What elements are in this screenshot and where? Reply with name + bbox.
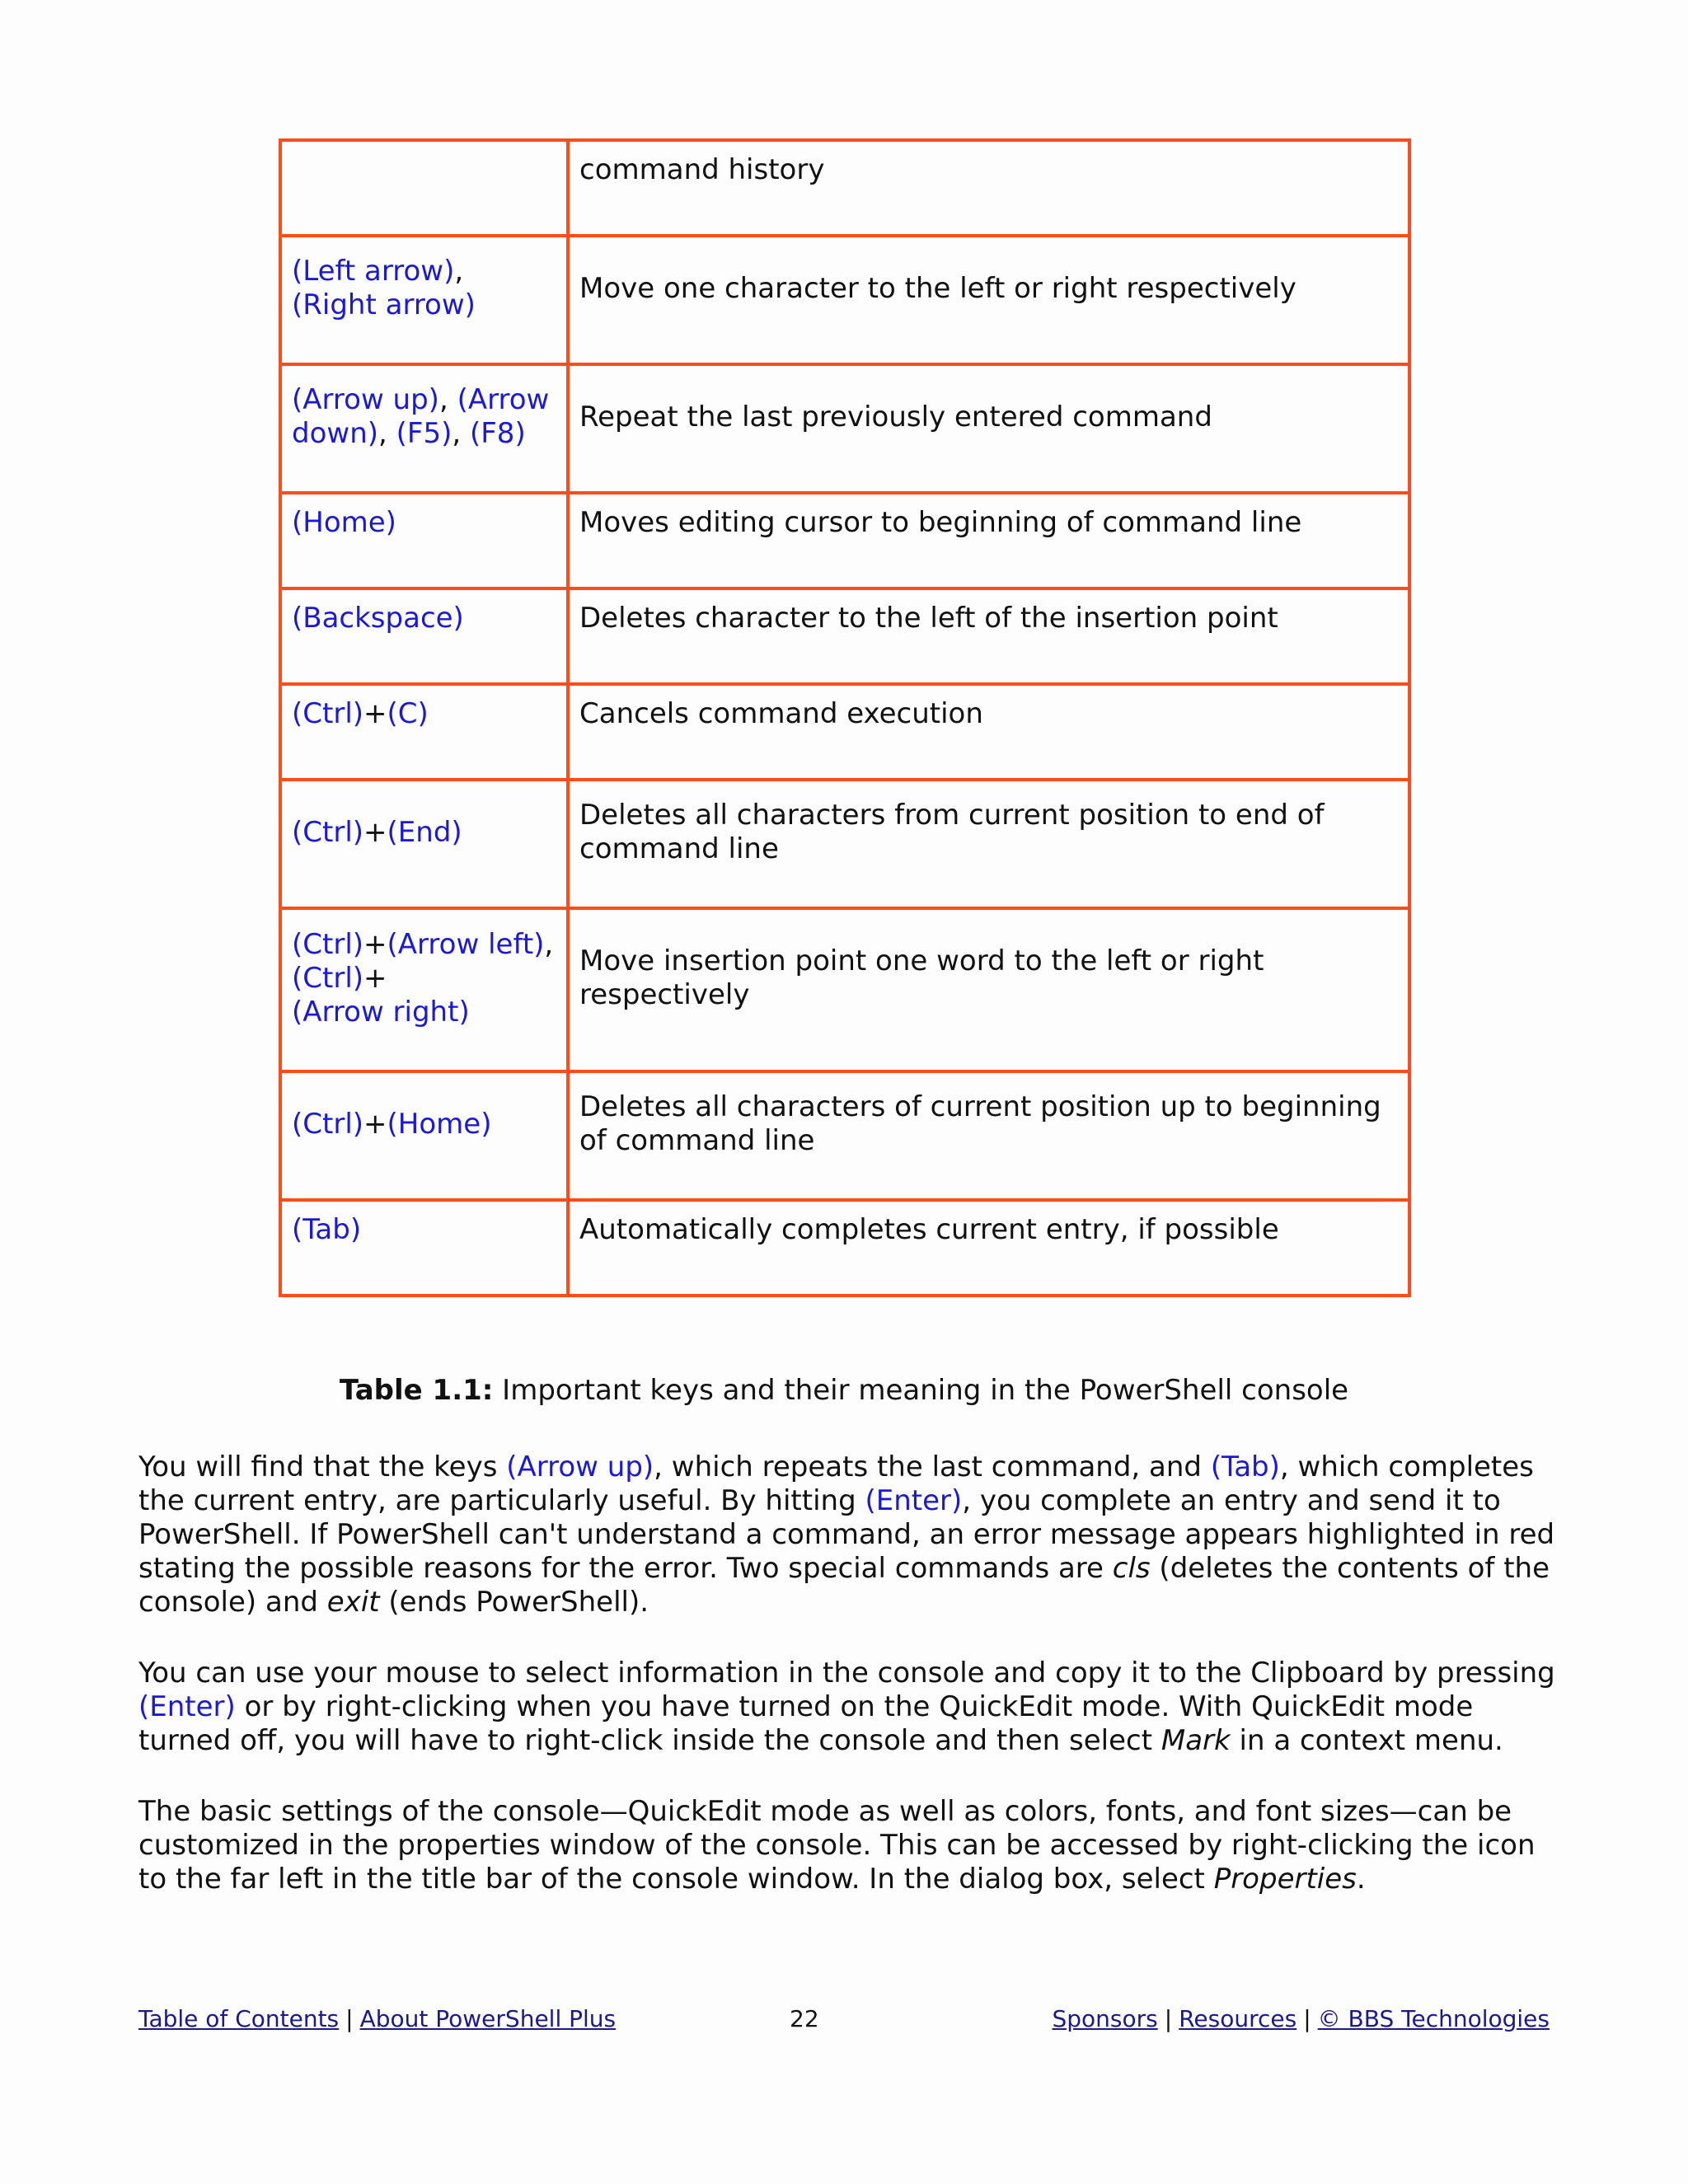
key-cell: (Ctrl)+(End): [280, 780, 568, 908]
desc-cell: command history: [568, 140, 1409, 236]
key-cell: [280, 493, 568, 588]
key-cell: (Left arrow), (Right arrow): [280, 236, 568, 364]
key-label: (Left arrow): [292, 255, 455, 288]
key-label: (Arrow right): [292, 995, 470, 1029]
key-label: (Ctrl): [292, 961, 364, 995]
table-row: [280, 364, 1409, 493]
about-powershell-plus-link[interactable]: About PowerShell Plus: [359, 2005, 617, 2032]
paragraph: You will find that the keys (Arrow up), which repeats the last command, and (Tab), which completes the current entry, are particularly useful. By hitting (Enter), you complete an entry and send it to PowerShell. If PowerShell can't understand a command, an error message appears highlighted in red stating the possible reasons for the error. Two special commands are cls (deletes the contents of the console) and exit (ends PowerShell).: [138, 1451, 1555, 1619]
table-of-contents-link[interactable]: Table of Contents: [138, 2005, 340, 2032]
key-reference: (Tab): [1210, 1451, 1280, 1483]
key-label: (Tab): [292, 1213, 362, 1246]
page-footer: [138, 2004, 1550, 2037]
command-name: exit: [326, 1586, 380, 1619]
key-label: (Arrow left): [387, 927, 545, 961]
table-row: [280, 588, 1409, 684]
table-row: [280, 1071, 1409, 1200]
desc-cell: Repeat the last previously entered command: [568, 364, 1409, 493]
desc-cell: Deletes all characters from current position to end of command line: [568, 780, 1409, 908]
footer-left-links: Table of Contents | About PowerShell Plus: [138, 2005, 617, 2032]
table-row: [280, 1200, 1409, 1296]
desc-cell: Deletes all characters of current position up to beginning of command line: [568, 1071, 1409, 1200]
key-label: (End): [387, 815, 462, 849]
page-number: 22: [790, 2005, 819, 2032]
key-cell: [280, 140, 568, 236]
key-label: (Ctrl): [292, 1107, 364, 1141]
caption-text: Important keys and their meaning in the PowerShell console: [493, 1374, 1349, 1407]
paragraph: The basic settings of the console—QuickEdit mode as well as colors, fonts, and font sizes—can be customized in the properties window of the console. This can be accessed by right-clicking the icon to the far left in the title bar of the console window. In the dialog box, select Properties.: [138, 1795, 1536, 1896]
key-cell: (Arrow up), (Arrow down), (F5), (F8): [280, 364, 568, 493]
table-row: [280, 780, 1409, 908]
key-label: (Ctrl): [292, 927, 364, 961]
desc-cell: Deletes character to the left of the insertion point: [568, 588, 1409, 684]
desc-cell: Moves editing cursor to beginning of command line: [568, 493, 1409, 588]
key-cell: [280, 1200, 568, 1296]
key-label: (Arrow up): [292, 383, 439, 416]
table-row: [280, 684, 1409, 780]
key-cell: (Ctrl)+(C): [280, 684, 568, 780]
desc-cell: Cancels command execution: [568, 684, 1409, 780]
footer-right-links: Sponsors | Resources | © BBS Technologies: [1052, 2005, 1550, 2032]
resources-link[interactable]: Resources: [1179, 2005, 1297, 2032]
table-row: [280, 140, 1409, 236]
table-row: [280, 908, 1409, 1071]
key-label: (F5): [396, 417, 452, 450]
menu-item-reference: Properties: [1213, 1863, 1357, 1896]
key-cell: (Ctrl)+(Arrow left), (Ctrl)+ (Arrow right): [280, 908, 568, 1071]
caption-label: Table 1.1:: [339, 1374, 494, 1407]
key-label: (Arrow down): [292, 383, 550, 450]
sponsors-link[interactable]: Sponsors: [1052, 2005, 1158, 2032]
key-reference: (Arrow up): [506, 1451, 654, 1483]
key-label: (Home): [292, 506, 396, 539]
key-label: (C): [387, 697, 429, 730]
key-label: (Ctrl): [292, 697, 364, 730]
paragraph: You can use your mouse to select information in the console and copy it to the Clipboard by pressing (Enter) or by right-clicking when you have turned on the QuickEdit mode. With QuickEdit mode turned off, you will have to right-click inside the console and then select Mark in a context menu.: [138, 1657, 1555, 1757]
key-reference: (Enter): [138, 1690, 236, 1723]
key-label: (Home): [387, 1107, 492, 1141]
key-label: (Backspace): [292, 602, 464, 635]
table-row: [280, 236, 1409, 364]
keys-table: [279, 138, 1411, 1297]
desc-cell: Move insertion point one word to the left or right respectively: [568, 908, 1409, 1071]
key-reference: (Enter): [865, 1484, 963, 1517]
key-label: (F8): [469, 417, 526, 450]
key-cell: (Ctrl)+(Home): [280, 1071, 568, 1200]
copyright-link[interactable]: © BBS Technologies: [1317, 2005, 1550, 2032]
desc-cell: Automatically completes current entry, if possible: [568, 1200, 1409, 1296]
menu-item-reference: Mark: [1160, 1724, 1231, 1757]
table-caption: [0, 1373, 1688, 1408]
table-row: [280, 493, 1409, 588]
key-label: (Ctrl): [292, 815, 364, 849]
desc-cell: Move one character to the left or right respectively: [568, 236, 1409, 364]
command-name: cls: [1112, 1552, 1151, 1585]
key-cell: [280, 588, 568, 684]
key-label: (Right arrow): [292, 288, 476, 321]
